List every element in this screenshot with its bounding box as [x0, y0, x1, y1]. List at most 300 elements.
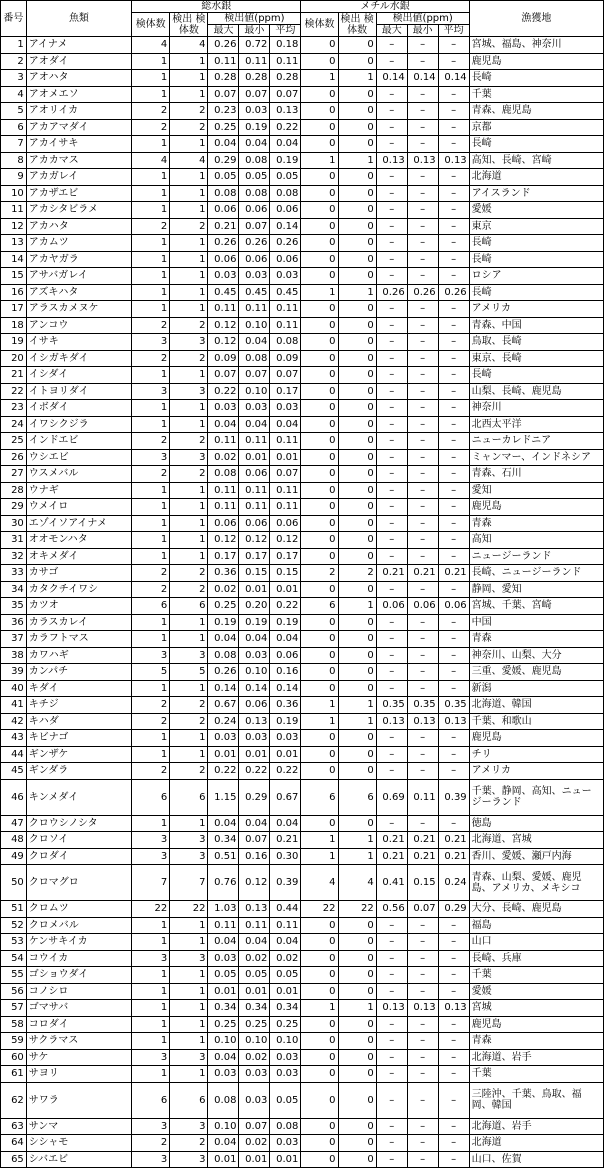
cell-methyl-max: –: [376, 548, 407, 565]
table-row: [1, 251, 604, 268]
cell-methyl-max: –: [376, 482, 407, 499]
cell-fish: アオハタ: [26, 70, 131, 87]
cell-total-detected: 1: [170, 53, 208, 70]
cell-methyl-min: –: [407, 103, 438, 120]
cell-region: 高知: [469, 532, 603, 549]
cell-total-samples: 1: [132, 1033, 170, 1050]
cell-methyl-avg: –: [438, 466, 469, 483]
cell-total-samples: 1: [132, 499, 170, 516]
cell-methyl-samples: 6: [301, 779, 338, 815]
cell-fish: アサバガレイ: [26, 268, 131, 285]
cell-no: 15: [1, 268, 27, 285]
cell-total-samples: 2: [132, 565, 170, 582]
cell-region: 鹿児島: [469, 730, 603, 747]
cell-methyl-detected: 1: [338, 70, 376, 87]
cell-total-min: 0.19: [239, 119, 270, 136]
cell-methyl-samples: 22: [301, 901, 338, 918]
table-row: [1, 466, 604, 483]
cell-total-detected: 1: [170, 251, 208, 268]
cell-methyl-avg: –: [438, 350, 469, 367]
cell-methyl-detected: 0: [338, 169, 376, 186]
cell-total-max: 0.23: [208, 103, 239, 120]
header-methyl-values: 検出値(ppm): [376, 13, 469, 25]
cell-total-min: 0.03: [239, 103, 270, 120]
cell-fish: アカザエビ: [26, 185, 131, 202]
cell-total-samples: 4: [132, 152, 170, 169]
cell-total-samples: 1: [132, 301, 170, 318]
cell-methyl-avg: 0.21: [438, 832, 469, 849]
cell-total-max: 0.67: [208, 697, 239, 714]
cell-methyl-avg: –: [438, 1016, 469, 1033]
cell-methyl-min: –: [407, 317, 438, 334]
cell-total-detected: 3: [170, 848, 208, 865]
cell-methyl-max: –: [376, 202, 407, 219]
cell-total-min: 0.28: [239, 70, 270, 87]
cell-no: 45: [1, 763, 27, 780]
cell-methyl-avg: –: [438, 815, 469, 832]
cell-total-min: 0.11: [239, 499, 270, 516]
cell-methyl-avg: 0.24: [438, 865, 469, 901]
cell-no: 60: [1, 1049, 27, 1066]
header-methyl-avg: 平均: [438, 25, 469, 37]
table-row: [1, 350, 604, 367]
cell-total-detected: 3: [170, 832, 208, 849]
cell-methyl-max: 0.06: [376, 598, 407, 615]
cell-total-avg: 0.05: [270, 1082, 301, 1118]
cell-methyl-avg: –: [438, 449, 469, 466]
cell-methyl-detected: 0: [338, 1033, 376, 1050]
cell-methyl-min: –: [407, 746, 438, 763]
cell-methyl-detected: 1: [338, 697, 376, 714]
cell-methyl-min: –: [407, 251, 438, 268]
cell-total-min: 0.08: [239, 152, 270, 169]
cell-no: 40: [1, 680, 27, 697]
cell-methyl-avg: –: [438, 53, 469, 70]
cell-total-avg: 0.01: [270, 983, 301, 1000]
cell-total-samples: 2: [132, 581, 170, 598]
cell-methyl-min: –: [407, 350, 438, 367]
cell-region: 青森、山梨、愛媛、鹿児島、アメリカ、メキシコ: [469, 865, 603, 901]
cell-total-min: 0.06: [239, 251, 270, 268]
cell-region: 北海道、韓国: [469, 697, 603, 714]
table-row: [1, 119, 604, 136]
cell-no: 57: [1, 1000, 27, 1017]
cell-methyl-max: –: [376, 647, 407, 664]
cell-methyl-avg: 0.29: [438, 901, 469, 918]
cell-methyl-min: –: [407, 1049, 438, 1066]
cell-total-detected: 3: [170, 383, 208, 400]
cell-fish: アズキハタ: [26, 284, 131, 301]
cell-fish: アイナメ: [26, 37, 131, 54]
cell-total-detected: 1: [170, 746, 208, 763]
cell-total-detected: 2: [170, 433, 208, 450]
cell-fish: クロダイ: [26, 848, 131, 865]
cell-total-min: 0.72: [239, 37, 270, 54]
cell-methyl-samples: 0: [301, 499, 338, 516]
cell-total-max: 0.28: [208, 70, 239, 87]
cell-total-max: 1.03: [208, 901, 239, 918]
cell-total-min: 0.04: [239, 416, 270, 433]
cell-methyl-max: –: [376, 119, 407, 136]
table-row: [1, 1000, 604, 1017]
cell-methyl-min: 0.11: [407, 779, 438, 815]
cell-methyl-avg: –: [438, 614, 469, 631]
cell-region: 千葉、和歌山: [469, 713, 603, 730]
cell-methyl-detected: 1: [338, 284, 376, 301]
cell-methyl-detected: 4: [338, 865, 376, 901]
cell-total-min: 0.07: [239, 86, 270, 103]
cell-total-min: 0.02: [239, 1049, 270, 1066]
cell-total-avg: 0.11: [270, 301, 301, 318]
cell-methyl-samples: 0: [301, 466, 338, 483]
cell-methyl-detected: 0: [338, 53, 376, 70]
cell-total-samples: 1: [132, 614, 170, 631]
cell-fish: アカヤガラ: [26, 251, 131, 268]
cell-region: 青森: [469, 1033, 603, 1050]
cell-methyl-detected: 1: [338, 1000, 376, 1017]
header-methyl-max: 最大: [376, 25, 407, 37]
cell-total-max: 0.01: [208, 983, 239, 1000]
cell-region: 千葉: [469, 86, 603, 103]
cell-methyl-avg: –: [438, 383, 469, 400]
cell-fish: ゴマサバ: [26, 1000, 131, 1017]
cell-total-min: 0.04: [239, 136, 270, 153]
cell-methyl-max: 0.56: [376, 901, 407, 918]
cell-total-max: 0.05: [208, 967, 239, 984]
cell-methyl-samples: 0: [301, 218, 338, 235]
cell-total-avg: 0.30: [270, 848, 301, 865]
cell-no: 46: [1, 779, 27, 815]
cell-methyl-max: –: [376, 1082, 407, 1118]
cell-total-max: 0.07: [208, 367, 239, 384]
cell-total-samples: 2: [132, 697, 170, 714]
cell-methyl-min: –: [407, 433, 438, 450]
cell-region: 愛媛: [469, 202, 603, 219]
cell-no: 58: [1, 1016, 27, 1033]
cell-fish: クロムツ: [26, 901, 131, 918]
cell-total-avg: 0.04: [270, 416, 301, 433]
table-row: [1, 746, 604, 763]
cell-total-max: 0.08: [208, 1082, 239, 1118]
cell-fish: キチジ: [26, 697, 131, 714]
cell-fish: キハダ: [26, 713, 131, 730]
cell-total-avg: 0.06: [270, 647, 301, 664]
cell-total-samples: 1: [132, 136, 170, 153]
cell-total-detected: 2: [170, 350, 208, 367]
cell-methyl-detected: 6: [338, 779, 376, 815]
cell-total-max: 0.29: [208, 152, 239, 169]
cell-total-samples: 2: [132, 713, 170, 730]
cell-total-avg: 0.17: [270, 548, 301, 565]
cell-methyl-samples: 0: [301, 631, 338, 648]
cell-total-max: 0.06: [208, 515, 239, 532]
cell-methyl-samples: 0: [301, 86, 338, 103]
cell-methyl-avg: –: [438, 202, 469, 219]
cell-methyl-avg: –: [438, 1082, 469, 1118]
cell-fish: ギンザケ: [26, 746, 131, 763]
cell-no: 20: [1, 350, 27, 367]
cell-methyl-detected: 0: [338, 680, 376, 697]
cell-fish: サクラマス: [26, 1033, 131, 1050]
cell-fish: エゾイソアイナメ: [26, 515, 131, 532]
table-row: [1, 1049, 604, 1066]
cell-region: 東京: [469, 218, 603, 235]
cell-methyl-detected: 0: [338, 1118, 376, 1135]
cell-region: 宮城、千葉、宮崎: [469, 598, 603, 615]
cell-total-samples: 1: [132, 482, 170, 499]
cell-total-min: 0.11: [239, 433, 270, 450]
cell-no: 21: [1, 367, 27, 384]
cell-methyl-avg: –: [438, 482, 469, 499]
cell-region: 千葉、静岡、高知、ニュージーランド: [469, 779, 603, 815]
cell-methyl-min: –: [407, 136, 438, 153]
cell-no: 23: [1, 400, 27, 417]
cell-methyl-samples: 0: [301, 268, 338, 285]
cell-total-max: 0.17: [208, 548, 239, 565]
header-no: 番号: [1, 1, 27, 37]
table-row: [1, 334, 604, 351]
cell-methyl-detected: 0: [338, 917, 376, 934]
cell-methyl-detected: 0: [338, 1151, 376, 1168]
cell-total-avg: 0.10: [270, 1033, 301, 1050]
cell-total-min: 0.03: [239, 268, 270, 285]
cell-total-avg: 0.01: [270, 1151, 301, 1168]
cell-total-detected: 3: [170, 1118, 208, 1135]
cell-total-max: 0.06: [208, 251, 239, 268]
cell-total-min: 0.12: [239, 865, 270, 901]
cell-methyl-min: –: [407, 169, 438, 186]
cell-methyl-min: –: [407, 268, 438, 285]
header-methyl-detected: 検出 検体数: [338, 13, 376, 37]
cell-total-avg: 0.06: [270, 202, 301, 219]
cell-methyl-max: –: [376, 614, 407, 631]
cell-total-avg: 0.26: [270, 235, 301, 252]
cell-region: ニューカレドニア: [469, 433, 603, 450]
cell-total-detected: 1: [170, 983, 208, 1000]
cell-methyl-min: –: [407, 515, 438, 532]
cell-total-max: 0.01: [208, 1151, 239, 1168]
cell-methyl-samples: 0: [301, 647, 338, 664]
cell-methyl-max: –: [376, 367, 407, 384]
cell-total-detected: 3: [170, 449, 208, 466]
table-row: [1, 1016, 604, 1033]
cell-total-avg: 0.34: [270, 1000, 301, 1017]
cell-methyl-avg: 0.13: [438, 1000, 469, 1017]
cell-methyl-detected: 0: [338, 746, 376, 763]
cell-methyl-min: –: [407, 815, 438, 832]
cell-region: チリ: [469, 746, 603, 763]
cell-no: 5: [1, 103, 27, 120]
cell-total-samples: 1: [132, 235, 170, 252]
cell-total-min: 0.04: [239, 815, 270, 832]
cell-total-avg: 0.01: [270, 581, 301, 598]
cell-methyl-detected: 0: [338, 934, 376, 951]
cell-fish: アカムツ: [26, 235, 131, 252]
cell-total-avg: 0.11: [270, 917, 301, 934]
cell-methyl-samples: 0: [301, 515, 338, 532]
cell-methyl-max: –: [376, 317, 407, 334]
cell-methyl-min: –: [407, 37, 438, 54]
cell-no: 18: [1, 317, 27, 334]
cell-total-samples: 1: [132, 680, 170, 697]
cell-fish: クロウシノシタ: [26, 815, 131, 832]
cell-methyl-detected: 0: [338, 815, 376, 832]
cell-total-max: 0.36: [208, 565, 239, 582]
cell-region: 三陸沖、千葉、鳥取、福岡、韓国: [469, 1082, 603, 1118]
cell-methyl-avg: 0.06: [438, 598, 469, 615]
cell-total-max: 0.21: [208, 218, 239, 235]
cell-methyl-min: 0.14: [407, 70, 438, 87]
cell-total-samples: 2: [132, 1135, 170, 1152]
cell-methyl-samples: 0: [301, 1066, 338, 1083]
cell-total-min: 0.17: [239, 548, 270, 565]
cell-total-detected: 1: [170, 301, 208, 318]
cell-total-samples: 1: [132, 185, 170, 202]
cell-total-avg: 0.19: [270, 614, 301, 631]
cell-total-max: 0.51: [208, 848, 239, 865]
table-row: [1, 598, 604, 615]
cell-total-samples: 2: [132, 433, 170, 450]
table-row: [1, 832, 604, 849]
cell-no: 14: [1, 251, 27, 268]
cell-methyl-max: 0.21: [376, 848, 407, 865]
cell-fish: イシダイ: [26, 367, 131, 384]
cell-methyl-samples: 0: [301, 103, 338, 120]
cell-total-samples: 22: [132, 901, 170, 918]
cell-methyl-detected: 0: [338, 499, 376, 516]
cell-total-samples: 2: [132, 466, 170, 483]
cell-total-avg: 0.05: [270, 169, 301, 186]
table-row: [1, 532, 604, 549]
cell-total-samples: 7: [132, 865, 170, 901]
cell-methyl-min: –: [407, 449, 438, 466]
cell-methyl-max: –: [376, 449, 407, 466]
cell-methyl-samples: 0: [301, 202, 338, 219]
cell-methyl-detected: 0: [338, 301, 376, 318]
cell-total-max: 0.08: [208, 185, 239, 202]
cell-no: 56: [1, 983, 27, 1000]
cell-no: 10: [1, 185, 27, 202]
cell-methyl-max: –: [376, 815, 407, 832]
cell-region: 北西太平洋: [469, 416, 603, 433]
cell-region: 鳥取、長崎: [469, 334, 603, 351]
cell-methyl-max: –: [376, 680, 407, 697]
cell-methyl-avg: 0.14: [438, 70, 469, 87]
cell-methyl-max: –: [376, 581, 407, 598]
cell-fish: ウメイロ: [26, 499, 131, 516]
cell-total-samples: 1: [132, 631, 170, 648]
header-methyl-samples: 検体数: [301, 13, 338, 37]
cell-total-min: 0.05: [239, 967, 270, 984]
cell-total-min: 0.03: [239, 1082, 270, 1118]
cell-fish: カワハギ: [26, 647, 131, 664]
cell-no: 50: [1, 865, 27, 901]
cell-methyl-samples: 0: [301, 53, 338, 70]
cell-total-avg: 0.28: [270, 70, 301, 87]
cell-total-samples: 3: [132, 848, 170, 865]
cell-region: 青森、中国: [469, 317, 603, 334]
cell-total-samples: 1: [132, 169, 170, 186]
cell-total-min: 0.19: [239, 614, 270, 631]
cell-total-max: 0.10: [208, 1118, 239, 1135]
cell-total-samples: 1: [132, 53, 170, 70]
cell-fish: アカシタビラメ: [26, 202, 131, 219]
cell-total-avg: 0.67: [270, 779, 301, 815]
cell-total-detected: 1: [170, 416, 208, 433]
cell-region: ロシア: [469, 268, 603, 285]
cell-fish: キビナゴ: [26, 730, 131, 747]
table-row: [1, 565, 604, 582]
cell-total-detected: 22: [170, 901, 208, 918]
cell-methyl-samples: 0: [301, 317, 338, 334]
cell-methyl-max: –: [376, 218, 407, 235]
cell-no: 1: [1, 37, 27, 54]
cell-total-min: 0.02: [239, 1135, 270, 1152]
cell-region: アイスランド: [469, 185, 603, 202]
cell-methyl-min: –: [407, 730, 438, 747]
cell-total-min: 0.06: [239, 202, 270, 219]
cell-region: 神奈川: [469, 400, 603, 417]
cell-methyl-detected: 1: [338, 848, 376, 865]
cell-total-samples: 1: [132, 367, 170, 384]
cell-methyl-detected: 0: [338, 515, 376, 532]
cell-region: 香川、愛媛、瀬戸内海: [469, 848, 603, 865]
cell-methyl-detected: 0: [338, 185, 376, 202]
cell-total-max: 0.12: [208, 532, 239, 549]
cell-methyl-max: –: [376, 1049, 407, 1066]
cell-total-max: 0.22: [208, 383, 239, 400]
cell-total-detected: 1: [170, 614, 208, 631]
cell-total-avg: 0.11: [270, 433, 301, 450]
table-row: [1, 1082, 604, 1118]
cell-methyl-avg: 0.21: [438, 848, 469, 865]
cell-total-detected: 1: [170, 548, 208, 565]
cell-region: 新潟: [469, 680, 603, 697]
cell-total-detected: 1: [170, 1033, 208, 1050]
cell-methyl-max: –: [376, 169, 407, 186]
cell-methyl-min: 0.21: [407, 565, 438, 582]
cell-total-max: 0.04: [208, 1049, 239, 1066]
cell-total-samples: 1: [132, 515, 170, 532]
cell-methyl-samples: 1: [301, 848, 338, 865]
cell-total-max: 0.26: [208, 664, 239, 681]
cell-total-max: 0.25: [208, 119, 239, 136]
cell-methyl-min: –: [407, 664, 438, 681]
cell-total-avg: 0.03: [270, 730, 301, 747]
cell-methyl-samples: 0: [301, 449, 338, 466]
cell-methyl-samples: 0: [301, 967, 338, 984]
cell-no: 17: [1, 301, 27, 318]
cell-total-min: 0.10: [239, 317, 270, 334]
cell-total-min: 0.07: [239, 218, 270, 235]
cell-total-detected: 2: [170, 581, 208, 598]
cell-methyl-detected: 0: [338, 730, 376, 747]
cell-no: 11: [1, 202, 27, 219]
cell-methyl-min: –: [407, 499, 438, 516]
cell-methyl-max: –: [376, 268, 407, 285]
cell-total-max: 0.11: [208, 301, 239, 318]
cell-methyl-samples: 0: [301, 614, 338, 631]
cell-methyl-max: –: [376, 934, 407, 951]
cell-methyl-samples: 1: [301, 713, 338, 730]
cell-total-max: 0.26: [208, 37, 239, 54]
cell-methyl-detected: 0: [338, 37, 376, 54]
table-row: [1, 53, 604, 70]
cell-methyl-min: –: [407, 614, 438, 631]
cell-methyl-max: 0.21: [376, 832, 407, 849]
cell-methyl-detected: 0: [338, 967, 376, 984]
cell-total-min: 0.11: [239, 917, 270, 934]
